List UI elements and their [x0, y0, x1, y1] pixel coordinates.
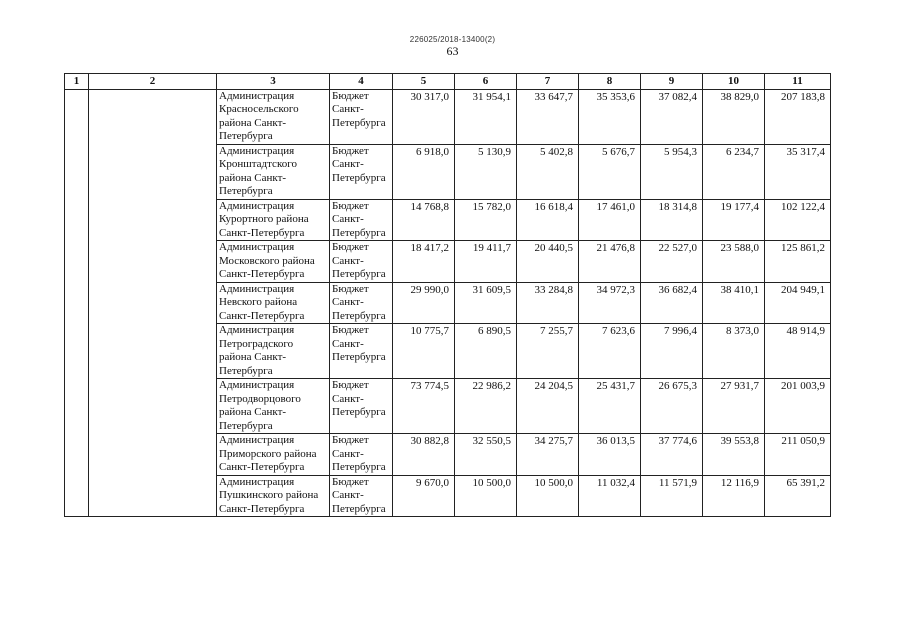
value-cell: 5 954,3 [641, 144, 703, 199]
value-cell: 18 417,2 [393, 241, 455, 283]
value-cell: 12 116,9 [703, 475, 765, 517]
column-header: 10 [703, 74, 765, 90]
table-row [65, 199, 831, 241]
total-value-cell: 65 391,2 [765, 475, 831, 517]
column-header: 2 [89, 74, 217, 90]
column-header: 11 [765, 74, 831, 90]
funding-source-cell: Бюджет Санкт-Петербурга [330, 379, 393, 434]
column-header: 9 [641, 74, 703, 90]
organization-cell: Администрация Петроградского района Санкт-Петербурга [217, 324, 330, 379]
empty-cell-col2 [89, 324, 217, 379]
table-row [65, 434, 831, 476]
value-cell: 36 013,5 [579, 434, 641, 476]
total-value-cell: 211 050,9 [765, 434, 831, 476]
value-cell: 22 986,2 [455, 379, 517, 434]
empty-cell-col1 [65, 241, 89, 283]
value-cell: 38 410,1 [703, 282, 765, 324]
value-cell: 22 527,0 [641, 241, 703, 283]
value-cell: 16 618,4 [517, 199, 579, 241]
organization-cell: Администрация Московского района Санкт-Петербурга [217, 241, 330, 283]
table-row [65, 241, 831, 283]
empty-cell-col1 [65, 324, 89, 379]
value-cell: 10 500,0 [455, 475, 517, 517]
value-cell: 31 609,5 [455, 282, 517, 324]
value-cell: 34 275,7 [517, 434, 579, 476]
funding-source-cell: Бюджет Санкт-Петербурга [330, 324, 393, 379]
value-cell: 26 675,3 [641, 379, 703, 434]
value-cell: 38 829,0 [703, 89, 765, 144]
value-cell: 21 476,8 [579, 241, 641, 283]
organization-cell: Администрация Красносельского района Санкт-Петербурга [217, 89, 330, 144]
funding-source-cell: Бюджет Санкт-Петербурга [330, 89, 393, 144]
total-value-cell: 204 949,1 [765, 282, 831, 324]
value-cell: 7 623,6 [579, 324, 641, 379]
funding-source-cell: Бюджет Санкт-Петербурга [330, 434, 393, 476]
organization-cell: Администрация Приморского района Санкт-Петербурга [217, 434, 330, 476]
organization-cell: Администрация Петродворцового района Санкт-Петербурга [217, 379, 330, 434]
value-cell: 7 255,7 [517, 324, 579, 379]
organization-cell: Администрация Курортного района Санкт-Петербурга [217, 199, 330, 241]
value-cell: 17 461,0 [579, 199, 641, 241]
total-value-cell: 207 183,8 [765, 89, 831, 144]
organization-cell: Администрация Пушкинского района Санкт-Петербурга [217, 475, 330, 517]
funding-source-cell: Бюджет Санкт-Петербурга [330, 282, 393, 324]
empty-cell-col1 [65, 144, 89, 199]
organization-cell: Администрация Кронштадтского района Санкт-Петербурга [217, 144, 330, 199]
column-header: 3 [217, 74, 330, 90]
empty-cell-col1 [65, 434, 89, 476]
value-cell: 8 373,0 [703, 324, 765, 379]
value-cell: 10 775,7 [393, 324, 455, 379]
value-cell: 27 931,7 [703, 379, 765, 434]
value-cell: 19 411,7 [455, 241, 517, 283]
organization-cell: Администрация Невского района Санкт-Петербурга [217, 282, 330, 324]
document-id: 226025/2018-13400(2) [409, 35, 496, 44]
value-cell: 6 918,0 [393, 144, 455, 199]
table-row [65, 144, 831, 199]
empty-cell-col2 [89, 282, 217, 324]
column-header: 1 [65, 74, 89, 90]
value-cell: 5 402,8 [517, 144, 579, 199]
value-cell: 30 317,0 [393, 89, 455, 144]
value-cell: 37 774,6 [641, 434, 703, 476]
column-header: 6 [455, 74, 517, 90]
value-cell: 36 682,4 [641, 282, 703, 324]
value-cell: 5 676,7 [579, 144, 641, 199]
value-cell: 29 990,0 [393, 282, 455, 324]
table-header-row [65, 74, 831, 90]
value-cell: 19 177,4 [703, 199, 765, 241]
total-value-cell: 125 861,2 [765, 241, 831, 283]
value-cell: 35 353,6 [579, 89, 641, 144]
page-number: 63 [446, 44, 459, 58]
column-header: 5 [393, 74, 455, 90]
value-cell: 24 204,5 [517, 379, 579, 434]
empty-cell-col2 [89, 241, 217, 283]
empty-cell-col1 [65, 475, 89, 517]
value-cell: 31 954,1 [455, 89, 517, 144]
funding-source-cell: Бюджет Санкт-Петербурга [330, 241, 393, 283]
total-value-cell: 35 317,4 [765, 144, 831, 199]
empty-cell-col2 [89, 144, 217, 199]
value-cell: 39 553,8 [703, 434, 765, 476]
empty-cell-col1 [65, 282, 89, 324]
value-cell: 23 588,0 [703, 241, 765, 283]
funding-source-cell: Бюджет Санкт-Петербурга [330, 199, 393, 241]
empty-cell-col2 [89, 379, 217, 434]
empty-cell-col2 [89, 475, 217, 517]
empty-cell-col1 [65, 379, 89, 434]
value-cell: 33 284,8 [517, 282, 579, 324]
table-row [65, 282, 831, 324]
total-value-cell: 201 003,9 [765, 379, 831, 434]
budget-table [64, 73, 831, 517]
value-cell: 7 996,4 [641, 324, 703, 379]
value-cell: 6 890,5 [455, 324, 517, 379]
table-row [65, 475, 831, 517]
column-header: 8 [579, 74, 641, 90]
value-cell: 37 082,4 [641, 89, 703, 144]
value-cell: 5 130,9 [455, 144, 517, 199]
table-row [65, 379, 831, 434]
value-cell: 20 440,5 [517, 241, 579, 283]
empty-cell-col2 [89, 199, 217, 241]
value-cell: 30 882,8 [393, 434, 455, 476]
value-cell: 18 314,8 [641, 199, 703, 241]
funding-source-cell: Бюджет Санкт-Петербурга [330, 144, 393, 199]
total-value-cell: 102 122,4 [765, 199, 831, 241]
value-cell: 15 782,0 [455, 199, 517, 241]
column-header: 4 [330, 74, 393, 90]
empty-cell-col1 [65, 199, 89, 241]
value-cell: 10 500,0 [517, 475, 579, 517]
table-row [65, 89, 831, 144]
table-row [65, 324, 831, 379]
value-cell: 6 234,7 [703, 144, 765, 199]
value-cell: 14 768,8 [393, 199, 455, 241]
total-value-cell: 48 914,9 [765, 324, 831, 379]
value-cell: 33 647,7 [517, 89, 579, 144]
column-header: 7 [517, 74, 579, 90]
value-cell: 11 032,4 [579, 475, 641, 517]
empty-cell-col1 [65, 89, 89, 144]
funding-source-cell: Бюджет Санкт-Петербурга [330, 475, 393, 517]
value-cell: 34 972,3 [579, 282, 641, 324]
value-cell: 73 774,5 [393, 379, 455, 434]
value-cell: 9 670,0 [393, 475, 455, 517]
value-cell: 32 550,5 [455, 434, 517, 476]
empty-cell-col2 [89, 434, 217, 476]
value-cell: 25 431,7 [579, 379, 641, 434]
value-cell: 11 571,9 [641, 475, 703, 517]
empty-cell-col2 [89, 89, 217, 144]
